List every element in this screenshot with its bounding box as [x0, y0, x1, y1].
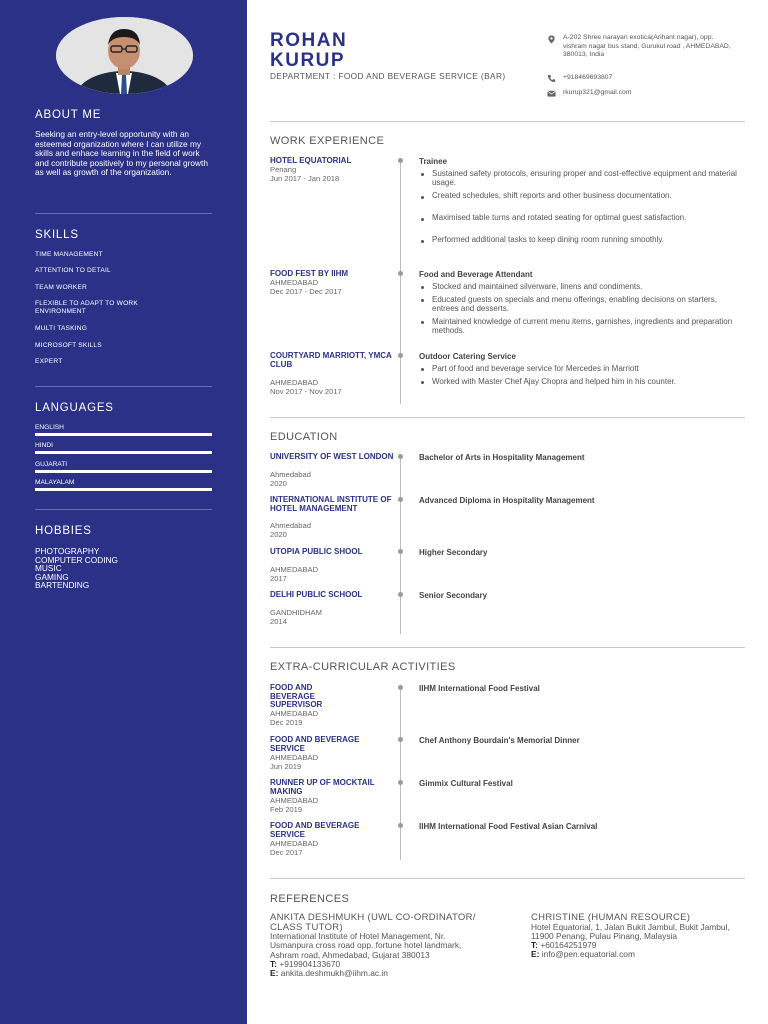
education-place: Ahmedabad — [270, 521, 311, 530]
reference-phone: +60164251979 — [540, 940, 597, 951]
languages-heading: LANGUAGES — [35, 402, 114, 414]
education-org: DELHI PUBLIC SCHOOL — [270, 590, 363, 599]
timeline-dot — [398, 549, 403, 554]
work-place: AHMEDABAD — [270, 278, 319, 287]
work-role: Food and Beverage Attendant — [419, 270, 533, 279]
work-role: Outdoor Catering Service — [419, 352, 516, 361]
divider — [270, 647, 745, 648]
timeline-dot — [398, 685, 403, 690]
timeline-line — [400, 158, 401, 404]
extra-title: FOOD AND BEVERAGE SERVICE — [270, 821, 360, 839]
work-bullet: Worked with Master Chef Ajay Chopra and helped him in his counter. — [432, 377, 676, 386]
department: DEPARTMENT : FOOD AND BEVERAGE SERVICE (BAR) — [270, 71, 506, 81]
location-pin-icon — [547, 35, 556, 44]
education-heading: EDUCATION — [270, 431, 338, 443]
reference-email-row — [270, 969, 480, 978]
bullet-dot — [421, 381, 424, 384]
skill-item: FLEXIBLE TO ADAPT TO WORK ENVIRONMENT — [35, 300, 138, 315]
divider — [35, 386, 212, 387]
divider — [270, 121, 745, 122]
extra-place: AHMEDABAD — [270, 796, 319, 805]
education-place: Ahmedabad — [270, 470, 311, 479]
skills-heading: SKILLS — [35, 229, 79, 241]
work-dates: Dec 2017 - Dec 2017 — [270, 287, 342, 296]
extra-event: Gimmix Cultural Festival — [419, 779, 513, 788]
extra-date: Jun 2019 — [270, 762, 302, 771]
education-degree: Senior Secondary — [419, 591, 488, 600]
extra-date: Dec 2017 — [270, 848, 303, 857]
reference-email-row — [531, 950, 741, 959]
work-bullet: Stocked and maintained silverware, linens and condiments. — [432, 282, 643, 291]
extra-date: Dec 2019 — [270, 718, 303, 727]
hobby-item: BARTENDING — [35, 580, 90, 591]
reference-phone: +919904133670 — [279, 959, 341, 970]
language-item: HINDI — [35, 442, 53, 449]
hobby-item: PHOTOGRAPHY — [35, 546, 100, 556]
extra-place: AHMEDABAD — [270, 839, 319, 848]
timeline-line — [400, 685, 401, 860]
work-bullet: Educated guests on specials and menu offerings, enabling decisions on starters, entrees and desserts. — [432, 295, 717, 313]
bullet-dot — [421, 240, 424, 243]
education-place: AHMEDABAD — [270, 565, 319, 574]
email-label: E: — [531, 949, 540, 960]
phone-label: T: — [531, 940, 538, 951]
work-org: HOTEL EQUATORIAL — [270, 156, 352, 165]
education-org: UTOPIA PUBLIC SHOOL — [270, 547, 363, 556]
reference-address: International Institute of Hotel Management, Nr. Usmanpura cross road opp. fortune hotel landmark, Ashram road, Ahmedabad, Gujarat 380013 — [270, 931, 462, 960]
extra-place: AHMEDABAD — [270, 753, 319, 762]
timeline-dot — [398, 454, 403, 459]
skill-item: TIME MANAGEMENT — [35, 251, 103, 258]
timeline-dot — [398, 353, 403, 358]
sidebar — [0, 0, 247, 1024]
work-bullet: Maximised table turns and rotated seating for optimal guest satisfaction. — [432, 213, 687, 222]
education-year: 2017 — [270, 574, 287, 583]
language-item: MALAYALAM — [35, 479, 75, 486]
language-item: ENGLISH — [35, 424, 64, 431]
timeline-dot — [398, 592, 403, 597]
hobby-item: MUSIC — [35, 563, 62, 574]
work-bullet: Part of food and beverage service for Mercedes in Marriott — [432, 364, 639, 373]
divider — [270, 417, 745, 418]
about-heading: ABOUT ME — [35, 109, 102, 121]
education-org: UNIVERSITY OF WEST LONDON — [270, 452, 394, 461]
reference-card — [531, 913, 741, 960]
reference-address: Hotel Equatorial, 1, Jalan Bukit Jambul, Bukit Jambul, 11900 Penang, Pulau Pinang, Malaysia — [531, 921, 730, 941]
name — [270, 31, 347, 71]
education-degree: Higher Secondary — [419, 548, 488, 557]
education-year: 2020 — [270, 479, 287, 488]
extra-event: IIHM International Food Festival — [419, 684, 540, 693]
work-place: AHMEDABAD — [270, 378, 319, 387]
work-bullet: Created schedules, shift reports and other business documentation. — [432, 191, 672, 200]
timeline-dot — [398, 737, 403, 742]
skill-item: MULTI TASKING — [35, 325, 88, 332]
work-org: FOOD FEST BY IIHM — [270, 269, 349, 278]
phone-icon — [547, 74, 556, 83]
references-heading: REFERENCES — [270, 893, 350, 905]
timeline-dot — [398, 823, 403, 828]
extra-event: IIHM International Food Festival Asian Carnival — [419, 822, 598, 831]
reference-name: ANKITA DESHMUKH (UWL CO-ORDINATOR/ CLASS TUTOR) — [270, 912, 476, 933]
timeline-dot — [398, 271, 403, 276]
hobby-item: COMPUTER CODING — [35, 554, 118, 565]
language-bar — [35, 433, 212, 436]
language-bar — [35, 488, 212, 491]
timeline-dot — [398, 497, 403, 502]
extra-title: FOOD AND BEVERAGE SUPERVISOR — [270, 683, 323, 710]
work-bullet: Performed additional tasks to keep dining room running smoothly. — [432, 235, 664, 244]
extra-title: RUNNER UP OF MOCKTAIL MAKING — [270, 778, 375, 796]
bullet-dot — [421, 173, 424, 176]
reference-email: ankita.deshmukh@iihm.ac.in — [280, 968, 388, 979]
work-dates: Nov 2017 - Nov 2017 — [270, 387, 342, 396]
avatar — [56, 17, 193, 94]
work-org: COURTYARD MARRIOTT, YMCA CLUB — [270, 351, 392, 369]
work-dates: Jun 2017 - Jan 2018 — [270, 174, 340, 183]
divider — [270, 878, 745, 879]
about-text: Seeking an entry-level opportunity with an esteemed organization where I can utilize my skills and enhace learning in the field of work and contribute positively to my personal growth as well as growth of the organization. — [35, 129, 208, 178]
extra-place: AHMEDABAD — [270, 709, 319, 718]
timeline-dot — [398, 780, 403, 785]
bullet-dot — [421, 368, 424, 371]
divider — [35, 213, 212, 214]
extra-date: Feb 2019 — [270, 805, 303, 814]
education-degree: Bachelor of Arts in Hospitality Management — [419, 453, 585, 462]
address: A-202 Shree narayan exotica(Arihant nagar), opp. vishram nagar bus stand, Gurukul road , AHMEDABAD, 380013, India — [563, 34, 731, 59]
work-role: Trainee — [419, 157, 448, 166]
work-place: Penang — [270, 165, 297, 174]
language-bar — [35, 451, 212, 454]
hobbies-heading: HOBBIES — [35, 525, 92, 537]
timeline-dot — [398, 158, 403, 163]
reference-name: CHRISTINE (HUMAN RESOURCE) — [531, 912, 691, 923]
email-icon — [547, 89, 556, 98]
skill-item: MICROSOFT SKILLS — [35, 342, 102, 349]
name-last: KURUP — [270, 50, 346, 71]
bullet-dot — [421, 299, 424, 302]
name-first: ROHAN — [270, 30, 348, 51]
bullet-dot — [421, 321, 424, 324]
reference-card — [270, 913, 480, 979]
extra-heading: EXTRA-CURRICULAR ACTIVITIES — [270, 661, 456, 673]
language-item: GUJARATI — [35, 461, 68, 468]
education-place: GANDHIDHAM — [270, 608, 322, 617]
work-heading: WORK EXPERIENCE — [270, 135, 385, 147]
work-bullet: Sustained safety protocols, ensuring proper and cost-effective equipment and material usage. — [432, 169, 737, 187]
timeline-line — [400, 454, 401, 634]
reference-email: info@pen.equatorial.com — [541, 949, 635, 960]
email: rkurup321@gmail.com — [563, 89, 632, 96]
skill-item: TEAM WORKER — [35, 284, 88, 291]
email-label: E: — [270, 968, 279, 979]
work-bullet: Maintained knowledge of current menu items, garnishes, ingredients and preparation methods. — [432, 317, 733, 335]
extra-event: Chef Anthony Bourdain's Memorial Dinner — [419, 736, 580, 745]
phone: +918469693807 — [563, 74, 613, 81]
bullet-dot — [421, 196, 424, 199]
skill-item: EXPERT — [35, 358, 63, 365]
skill-item: ATTENTION TO DETAIL — [35, 267, 111, 274]
education-org: INTERNATIONAL INSTITUTE OF HOTEL MANAGEMENT — [270, 495, 392, 513]
phone-label: T: — [270, 959, 277, 970]
hobby-item: GAMING — [35, 571, 69, 582]
bullet-dot — [421, 218, 424, 221]
extra-title: FOOD AND BEVERAGE SERVICE — [270, 735, 360, 753]
education-year: 2020 — [270, 530, 287, 539]
divider — [35, 509, 212, 510]
education-year: 2014 — [270, 617, 287, 626]
education-degree: Advanced Diploma in Hospitality Management — [419, 496, 595, 505]
bullet-dot — [421, 286, 424, 289]
language-bar — [35, 470, 212, 473]
